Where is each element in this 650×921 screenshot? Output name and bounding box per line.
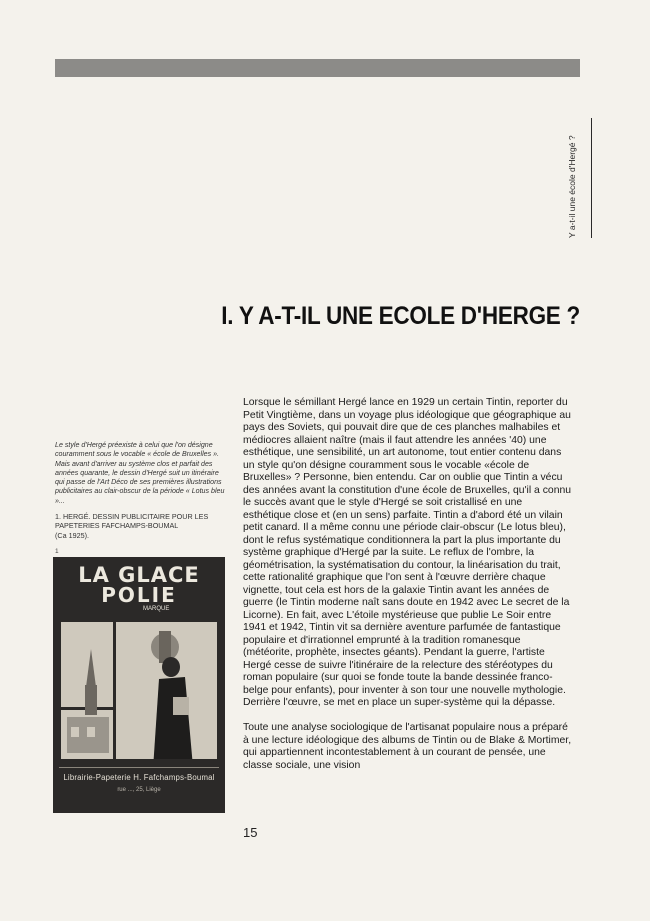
- main-text: [243, 397, 573, 772]
- sidebar-intro: Le style d'Hergé préexiste à celui que l'on désigne couramment sous le vocable « école de Bruxelles ». Mais avant d'arriver au système clos et parfait des années quarante, le dessin d'Hergé suit un itinéraire qui passe de l'Art Déco de ses premières illustrations publicitaires au clair-obscur de la période « Lotus bleu »...: [55, 441, 225, 505]
- poster-illustration: [53, 557, 225, 813]
- paragraph-2: Toute une analyse sociologique de l'artisanat populaire nous a préparé à une lecture idéologique des albums de Tintin ou de Blake & Mortimer, qui appartiennent incontestablement à un courant de pensée, une classe sociale, une vision: [243, 722, 572, 771]
- figure-caption: [55, 512, 230, 540]
- paragraph-1: Lorsque le sémillant Hergé lance en 1929 un certain Tintin, reporter du Petit Vingtième, dans un voyage plus idéologique que géographique au pays des Soviets, qui pouvait dire que de ces planches malhabiles et médiocres allaient naître (mais il faut attendre les années '40) une esthétique, une sensibilité, un art autonome, tout entier contenu dans un style qu'on désigne couramment sous le vocable «école de Bruxelles» ? Personne, bien entendu. Car on oublie que Tintin a vécu des années avant la constitution d'une école de Bruxelles, qu'il a connu le succès avant que le style d'Hergé se soit cristallisé en une esthétique close et (en un sens) parfaite. Tintin a d'abord été un vilain petit canard. Il a même connu une période clair-obscur (Le lotus bleu), dont le refus systématique conditionnera la part la plus importante du système graphique d'Hergé par la suite. Le reflux de l'ombre, la géométrisation, la systématisation du contour, la linéarisation du trait, cette rationalité graphique que l'on sent à l'œuvre derrière chaque vignette, tout cela est hors de la galaxie Tintin avant les années de guerre (le Tintin moderne naît sans doute en 1942 avec Le secret de la Licorne). En fait, avec L'étoile mystérieuse que publie Le Soir entre 1941 et 1942, Tintin vit sa dernière aventure parfumée de fantastique populaire et d'irrationnel emprunté à la tradition romanesque (météorite, prophète, insectes géants). Pendant la guerre, l'artiste Hergé cesse de suivre l'itinéraire de la relecture des stéréotypes du roman populaire (sur quoi se fonde toute la bande dessinée franco-belge pour enfants), pour inventer à son tour une nouvelle mythologie. Derrière l'œuvre, se met en place un super-système qui la dépasse.: [243, 397, 572, 708]
- figure-number: 1: [55, 548, 59, 555]
- running-head: Y a-t-il une école d'Hergé ?: [567, 118, 592, 238]
- header-band: [55, 59, 580, 77]
- poster-address: rue ..., 25, Liège: [117, 787, 161, 793]
- poster-title-2: POLIE: [101, 583, 177, 607]
- figure-caption-title: 1. HERGÉ. DESSIN PUBLICITAIRE POUR LES PAPETERIES FAFCHAMPS-BOUMAL: [55, 512, 209, 531]
- chapter-title: I. Y A-T-IL UNE ECOLE D'HERGE ?: [221, 302, 580, 330]
- figure-caption-date: (Ca 1925).: [55, 530, 89, 540]
- poster-shop-name: Librairie-Papeterie H. Fafchamps-Boumal: [63, 773, 215, 782]
- poster-title-1: LA GLACE: [78, 563, 200, 587]
- poster-marque: MARQUE: [143, 606, 170, 612]
- page-number: 15: [243, 825, 258, 840]
